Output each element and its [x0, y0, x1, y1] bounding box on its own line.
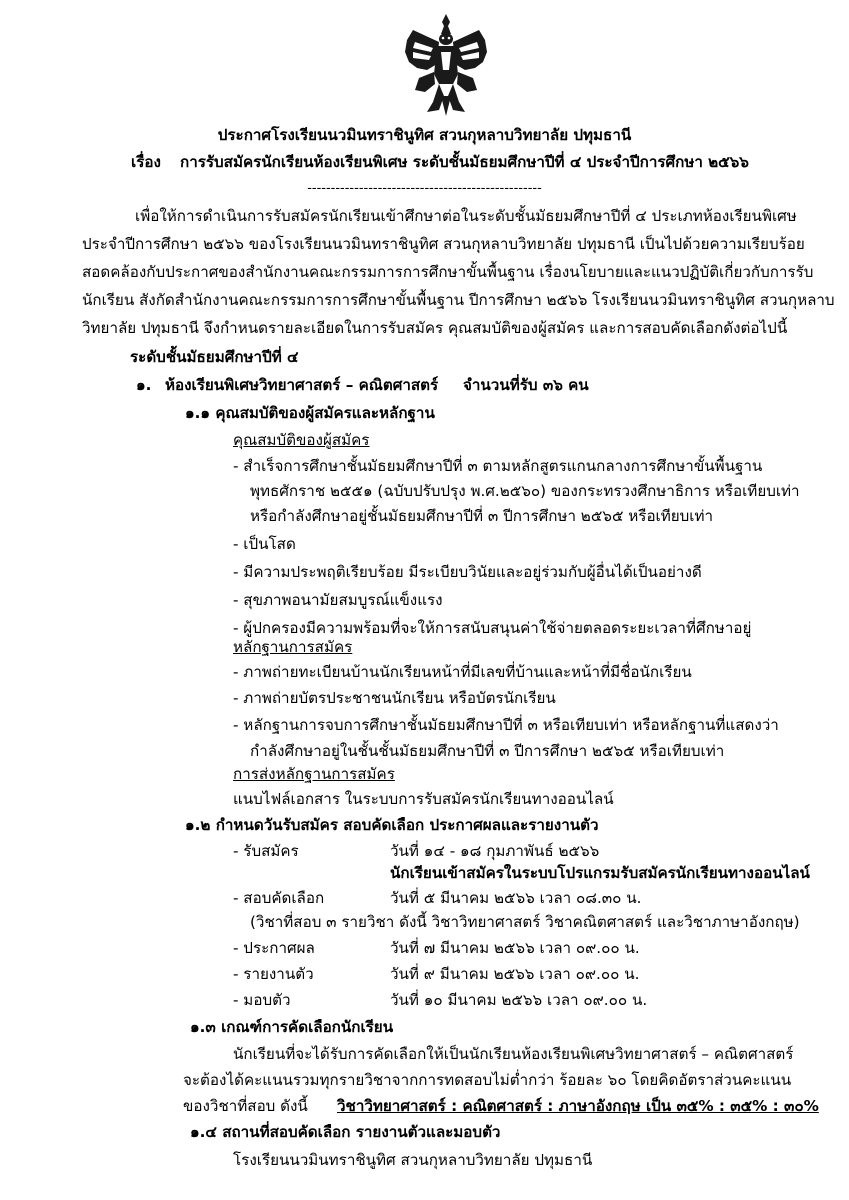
exam-label: - สอบคัดเลือก [233, 889, 325, 907]
apply-label: - รับสมัคร [233, 842, 299, 860]
qual-item-5: - ผู้ปกครองมีความพร้อมที่จะให้การสนับสนุนค่าใช้จ่ายตลอดระยะเวลาที่ศึกษาอยู่ [233, 619, 752, 637]
qualifications-title: คุณสมบัติของผู้สมัคร [233, 431, 370, 449]
qual-item-1-cont-1: พุทธศักราช ๒๕๕๑ (ฉบับปรับปรุง พ.ศ.๒๕๖๐) ของกระทรวงศึกษาธิการ หรือเทียบเท่า [250, 482, 800, 500]
doc-item-2: - ภาพถ่ายบัตรประชาชนนักเรียน หรือบัตรนักเรียน [233, 689, 556, 707]
enroll-date: วันที่ ๑๐ มีนาคม ๒๕๖๖ เวลา ๐๙.๐๐ น. [390, 991, 648, 1009]
subject-label: เรื่อง [131, 153, 161, 171]
intro-line-1: เพื่อให้การดำเนินการรับสมัครนักเรียนเข้าศึกษาต่อในระดับชั้นมัธยมศึกษาปีที่ ๔ ประเภทห้องเรียนพิเศษ [135, 207, 797, 225]
doc-item-3-cont: กำลังศึกษาอยู่ในชั้นชั้นมัธยมศึกษาปีที่ ๓ ปีการศึกษา ๒๕๖๕ หรือเทียบเท่า [250, 742, 725, 760]
intro-line-2: ประจำปีการศึกษา ๒๕๖๖ ของโรงเรียนนวมินทราชินูทิศ สวนกุหลาบวิทยาลัย ปทุมธานี เป็นไปด้วยความเรียบร้อย [82, 235, 805, 253]
apply-note: นักเรียนเข้าสมัครในระบบโปรแกรมรับสมัครนักเรียนทางออนไลน์ [390, 864, 810, 882]
submission-title: การส่งหลักฐานการสมัคร [233, 765, 395, 783]
qual-item-1-cont-2: หรือกำลังศึกษาอยู่ชั้นมัธยมศึกษาปีที่ ๓ ปีการศึกษา ๒๕๖๕ หรือเทียบเท่า [250, 507, 714, 525]
announce-date: วันที่ ๗ มีนาคม ๒๕๖๖ เวลา ๐๙.๐๐ น. [390, 939, 640, 957]
program-name: ห้องเรียนพิเศษวิทยาศาสตร์ – คณิตศาสตร์ [165, 376, 439, 394]
doc-item-1: - ภาพถ่ายทะเบียนบ้านนักเรียนหน้าที่มีเลขที่บ้านและหน้าที่มีชื่อนักเรียน [233, 663, 692, 681]
exam-venue: โรงเรียนนวมินทราชินูทิศ สวนกุหลาบวิทยาลัย ปทุมธานี [233, 1151, 593, 1169]
subject-text: การรับสมัครนักเรียนห้องเรียนพิเศษ ระดับชั้นมัธยมศึกษาปีที่ ๔ ประจำปีการศึกษา ๒๕๖๖ [180, 153, 749, 171]
exam-note: (วิชาที่สอบ ๓ รายวิชา ดังนี้ วิชาวิทยาศาสตร์ วิชาคณิตศาสตร์ และวิชาภาษาอังกฤษ) [250, 913, 800, 931]
section-1-2-heading: ๑.๒ กำหนดวันรับสมัคร สอบคัดเลือก ประกาศผลและรายงานตัว [185, 816, 599, 834]
criteria-ratio: วิชาวิทยาศาสตร์ : คณิตศาสตร์ : ภาษาอังกฤษ เป็น ๓๕% : ๓๕% : ๓๐% [337, 1097, 819, 1115]
apply-date: วันที่ ๑๔ - ๑๘ กุมภาพันธ์ ๒๕๖๖ [390, 842, 600, 860]
submission-text: แนบไฟล์เอกสาร ในระบบการรับสมัครนักเรียนทางออนไลน์ [233, 790, 614, 808]
exam-date: วันที่ ๕ มีนาคม ๒๕๖๖ เวลา ๐๘.๓๐ น. [390, 889, 642, 907]
enroll-label: - มอบตัว [233, 991, 291, 1009]
section-1-4-heading: ๑.๔ สถานที่สอบคัดเลือก รายงานตัวและมอบตัว [190, 1123, 501, 1141]
criteria-ratio-prefix: ของวิชาที่สอบ ดังนี้ [183, 1097, 308, 1115]
title-separator: -------------------------------------------------- [307, 181, 542, 196]
qual-item-2: - เป็นโสด [233, 535, 296, 553]
criteria-line-1: นักเรียนที่จะได้รับการคัดเลือกให้เป็นนักเรียนห้องเรียนพิเศษวิทยาศาสตร์ – คณิตศาสตร์ [233, 1045, 794, 1063]
level-heading: ระดับชั้นมัธยมศึกษาปีที่ ๔ [130, 348, 299, 366]
qual-item-3: - มีความประพฤติเรียบร้อย มีระเบียบวินัยและอยู่ร่วมกับผู้อื่นได้เป็นอย่างดี [233, 563, 702, 581]
announce-label: - ประกาศผล [233, 939, 315, 957]
doc-item-3: - หลักฐานการจบการศึกษาชั้นมัธยมศึกษาปีที่ ๓ หรือเทียบเท่า หรือหลักฐานที่แสดงว่า [233, 716, 779, 734]
qual-item-4: - สุขภาพอนามัยสมบูรณ์แข็งแรง [233, 591, 443, 609]
intro-line-4: นักเรียน สังกัดสำนักงานคณะกรรมการการศึกษาขั้นพื้นฐาน ปีการศึกษา ๒๕๖๖ โรงเรียนนวมินทราชินูทิศ สวนกุหลาบ [82, 291, 835, 309]
page-title: ประกาศโรงเรียนนวมินทราชินูทิศ สวนกุหลาบวิทยาลัย ปทุมธานี [217, 126, 632, 144]
section-1-1-heading: ๑.๑ คุณสมบัติของผู้สมัครและหลักฐาน [185, 404, 435, 422]
program-seats: จำนวนที่รับ ๓๖ คน [463, 376, 589, 394]
intro-line-3: สอดคล้องกับประกาศของสำนักงานคณะกรรมการการศึกษาขั้นพื้นฐาน เรื่องนโยบายและแนวปฏิบัติเกี่ยวกับการรับ [82, 263, 814, 281]
documents-title: หลักฐานการสมัคร [233, 638, 353, 656]
intro-line-5: วิทยาลัย ปทุมธานี จึงกำหนดรายละเอียดในการรับสมัคร คุณสมบัติของผู้สมัคร และการสอบคัดเลือกดังต่อไปนี้ [82, 319, 788, 337]
garuda-emblem [403, 12, 489, 116]
section-1-3-heading: ๑.๓ เกณฑ์การคัดเลือกนักเรียน [190, 1018, 394, 1036]
report-label: - รายงานตัว [233, 965, 314, 983]
report-date: วันที่ ๙ มีนาคม ๒๕๖๖ เวลา ๐๙.๐๐ น. [390, 965, 640, 983]
qual-item-1: - สำเร็จการศึกษาชั้นมัธยมศึกษาปีที่ ๓ ตามหลักสูตรแกนกลางการศึกษาขั้นพื้นฐาน [233, 457, 763, 475]
program-number: ๑. [136, 376, 152, 394]
criteria-line-2: จะต้องได้คะแนนรวมทุกรายวิชาจากการทดสอบไม่ต่ำกว่า ร้อยละ ๖๐ โดยคิดอัตราส่วนคะแนน [183, 1071, 792, 1089]
